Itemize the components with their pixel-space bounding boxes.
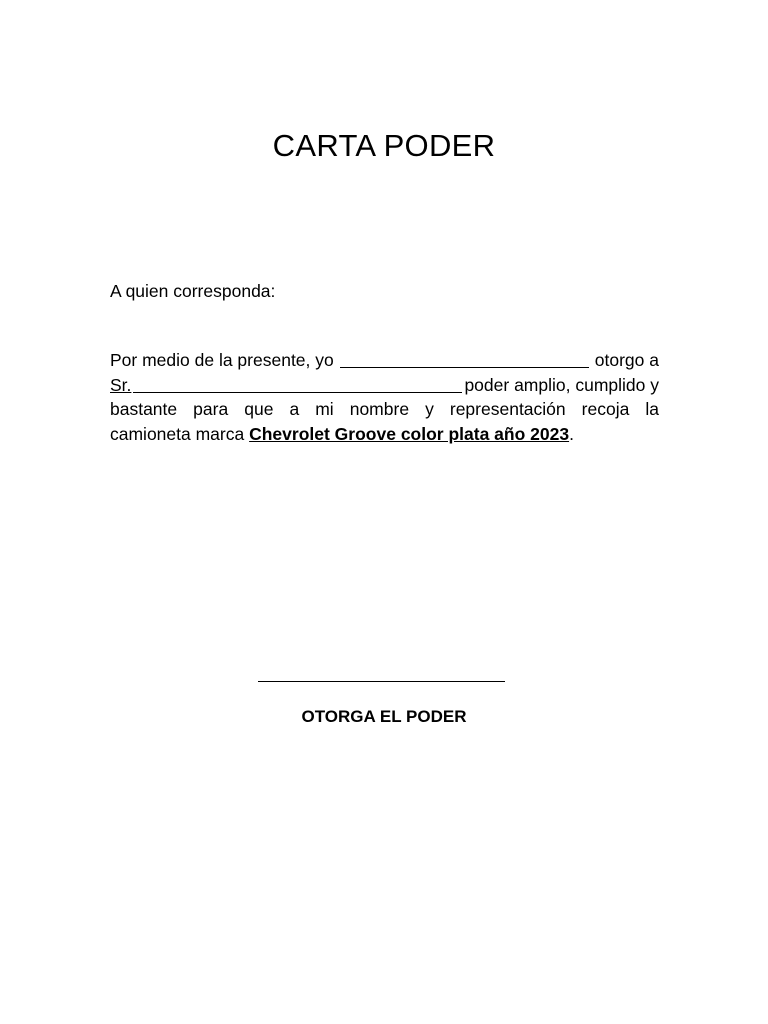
body-line-1-suffix: otorgo a bbox=[594, 350, 659, 370]
body-line-2 bbox=[110, 373, 659, 398]
body-paragraph bbox=[110, 348, 659, 446]
body-line-4-end: . bbox=[569, 423, 574, 444]
recipient-name-blank bbox=[133, 375, 462, 393]
body-line-4 bbox=[110, 422, 659, 447]
recipient-title: Sr. bbox=[110, 374, 132, 395]
signature-line bbox=[258, 681, 505, 682]
page-title: CARTA PODER bbox=[272, 128, 496, 163]
grantor-name-blank bbox=[340, 350, 589, 368]
signature-caption: OTORGA EL PODER bbox=[301, 707, 467, 726]
vehicle-description: Chevrolet Groove color plata año 2023 bbox=[249, 423, 570, 444]
salutation: A quien corresponda: bbox=[110, 281, 276, 301]
body-line-3: bastante para que a mi nombre y representación recoja la bbox=[110, 399, 659, 419]
body-line-2-suffix: poder amplio, cumplido y bbox=[464, 374, 659, 395]
body-line-4-prefix: camioneta marca bbox=[110, 423, 245, 444]
body-line-1-prefix: Por medio de la presente, yo bbox=[110, 350, 334, 370]
body-line-1 bbox=[110, 348, 659, 373]
